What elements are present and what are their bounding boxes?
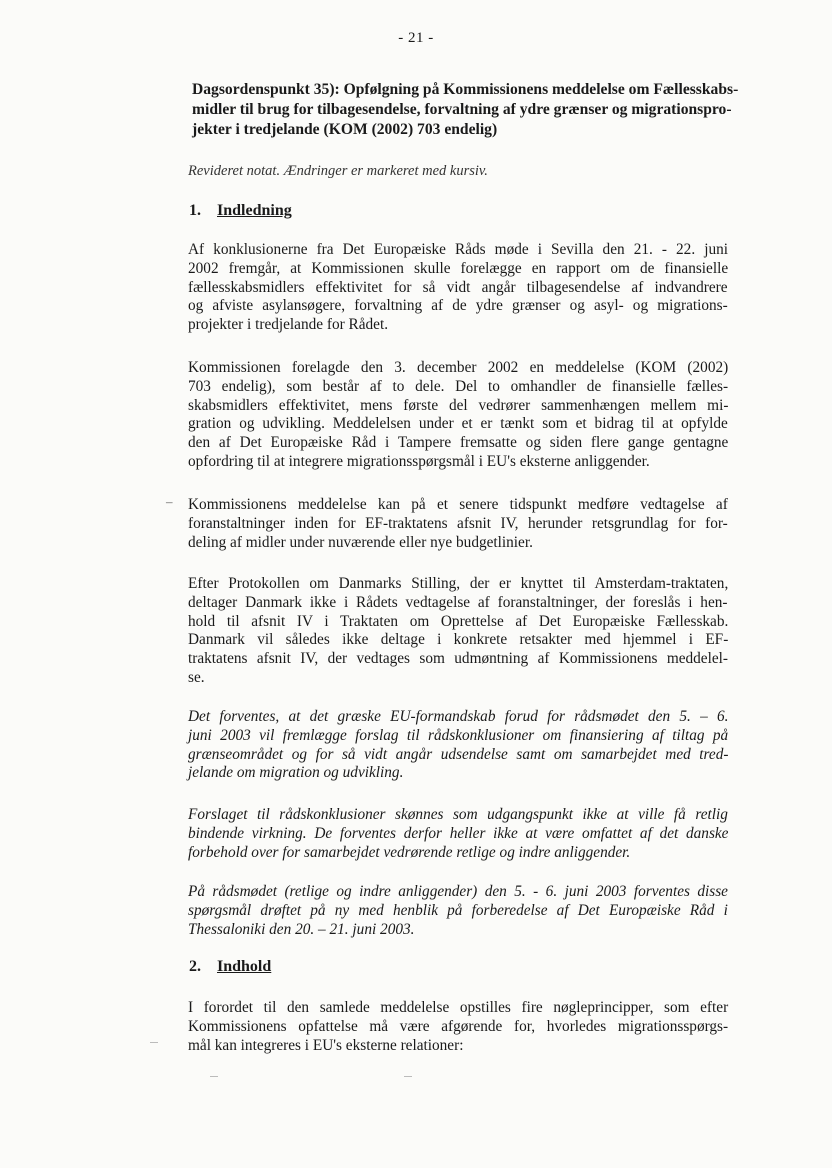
paragraph-line: mål kan integreres i EU's eksterne relationer: bbox=[188, 1036, 464, 1054]
paragraph-line: spørgsmål drøftet på ny med henblik på forberedelse af Det Europæiske Råd i bbox=[188, 901, 728, 919]
paragraph-line: foranstaltninger inden for EF-traktatens afsnit IV, herunder retsgrundlag for for- bbox=[188, 514, 728, 532]
page-number: - 21 - bbox=[398, 30, 434, 46]
paragraph-line: Efter Protokollen om Danmarks Stilling, der er knyttet til Amsterdam-traktaten, bbox=[188, 575, 729, 592]
paragraph bbox=[188, 496, 728, 552]
paragraph-line: 2002 fremgår, at Kommissionen skulle forelægge en rapport om de finansielle bbox=[188, 259, 729, 277]
paragraph-line: Af konklusionerne fra Det Europæiske Råds møde i Sevilla den 21. - 22. juni bbox=[188, 241, 728, 258]
paragraph-italic bbox=[188, 883, 728, 939]
paragraph-line: deltager Danmark ikke i Rådets vedtagelse af foranstaltninger, der foreslås i hen- bbox=[188, 593, 728, 611]
paragraph-line: Kommissionen forelagde den 3. december 2002 en meddelelse (KOM (2002) bbox=[188, 359, 729, 376]
paragraph-line: projekter i tredjelande for Rådet. bbox=[188, 316, 389, 334]
paragraph-line: Kommissionens meddelelse kan på et senere tidspunkt medføre vedtagelse af bbox=[188, 496, 728, 513]
paragraph-line: På rådsmødet (retlige og indre anliggender) den 5. - 6. juni 2003 forventes disse bbox=[188, 883, 728, 900]
paragraph-line: fællesskabsmidlers effektivitet for så vidt angår tilbagesendelse af indvandrere bbox=[188, 278, 728, 296]
section-title: Indledning bbox=[217, 202, 292, 219]
agenda-line: jekter i tredjelande (KOM (2002) 703 endelig) bbox=[192, 121, 498, 138]
paragraph-line: 703 endelig), som består af to dele. Del to omhandler de finansielle fælles- bbox=[188, 377, 729, 395]
paragraph-line: I forordet til den samlede meddelelse opstilles fire nøgleprincipper, som efter bbox=[188, 999, 729, 1016]
paragraph-line: juni 2003 vil fremlægge forslag til rådskonklusioner om finansiering af tiltag på bbox=[188, 726, 729, 744]
paragraph-line: traktatens afsnit IV, der vedtages som udmøntning af Kommissionens meddelel- bbox=[188, 650, 728, 668]
paragraph-line: hold til afsnit IV i Traktaten om Oprettelse af Det Europæiske Fællesskab. bbox=[188, 612, 729, 630]
scan-speck bbox=[210, 1076, 218, 1077]
paragraph-line: og afviste asylansøgere, forvaltning af de ydre grænser og asyl- og migrations- bbox=[188, 297, 728, 315]
paragraph-line: se. bbox=[188, 668, 205, 686]
paragraph-line: Det forventes, at det græske EU-formandskab forud for rådsmødet den 5. – 6. bbox=[188, 708, 729, 725]
paragraph-line: skabsmidlers effektivitet, mens første del vedrører sammenhængen mellem mi- bbox=[188, 396, 729, 414]
revision-note: Revideret notat. Ændringer er markeret med kursiv. bbox=[188, 163, 488, 179]
section-heading-content bbox=[189, 958, 271, 976]
paragraph-line: Kommissionens opfattelse må være afgørende for, hvorledes migrationsspørgs- bbox=[188, 1017, 729, 1035]
section-number: 2. bbox=[189, 958, 201, 975]
paragraph-italic bbox=[188, 806, 728, 862]
scan-speck bbox=[404, 1076, 412, 1077]
section-number: 1. bbox=[189, 202, 201, 219]
paragraph bbox=[188, 575, 728, 688]
paragraph-line: Danmark vil således ikke deltage i konkrete retsakter med hjemmel i EF- bbox=[188, 631, 729, 649]
paragraph-line: forbehold over for samarbejdet vedrørende retlige og indre anliggender. bbox=[188, 843, 631, 861]
paragraph-line: grænseområdet og for så vidt angår udsendelse samt om samarbejdet med tred- bbox=[188, 745, 729, 763]
paragraph-line: Thessaloniki den 20. – 21. juni 2003. bbox=[188, 920, 415, 938]
paragraph-italic bbox=[188, 708, 728, 783]
paragraph-line: den af Det Europæiske Råd i Tampere fremsatte og siden flere gange gentagne bbox=[188, 434, 729, 452]
scan-speck bbox=[150, 1042, 158, 1043]
paragraph-line: deling af midler under nuværende eller nye budgetlinier. bbox=[188, 533, 533, 551]
paragraph-line: gration og udvikling. Meddelelsen under et er tænkt som et bidrag til at opfylde bbox=[188, 415, 728, 433]
margin-dash-mark: – bbox=[166, 494, 173, 509]
agenda-heading bbox=[192, 80, 782, 140]
paragraph bbox=[188, 241, 728, 335]
section-heading-introduction bbox=[189, 202, 292, 220]
paragraph bbox=[188, 999, 728, 1055]
paragraph-line: opfordring til at integrere migrationsspørgsmål i EU's eksterne anliggender. bbox=[188, 452, 650, 470]
agenda-line: midler til brug for tilbagesendelse, forvaltning af ydre grænser og migrationspro- bbox=[192, 101, 732, 118]
section-title: Indhold bbox=[217, 958, 272, 975]
agenda-line: Dagsordenspunkt 35): Opfølgning på Kommissionens meddelelse om Fællesskabs- bbox=[192, 81, 739, 98]
paragraph-line: bindende virkning. De forventes derfor heller ikke at være omfattet af det danske bbox=[188, 824, 729, 842]
paragraph-line: Forslaget til rådskonklusioner skønnes som udgangspunkt ikke at ville få retlig bbox=[188, 806, 728, 823]
paragraph bbox=[188, 359, 728, 472]
paragraph-line: jelande om migration og udvikling. bbox=[188, 764, 404, 782]
